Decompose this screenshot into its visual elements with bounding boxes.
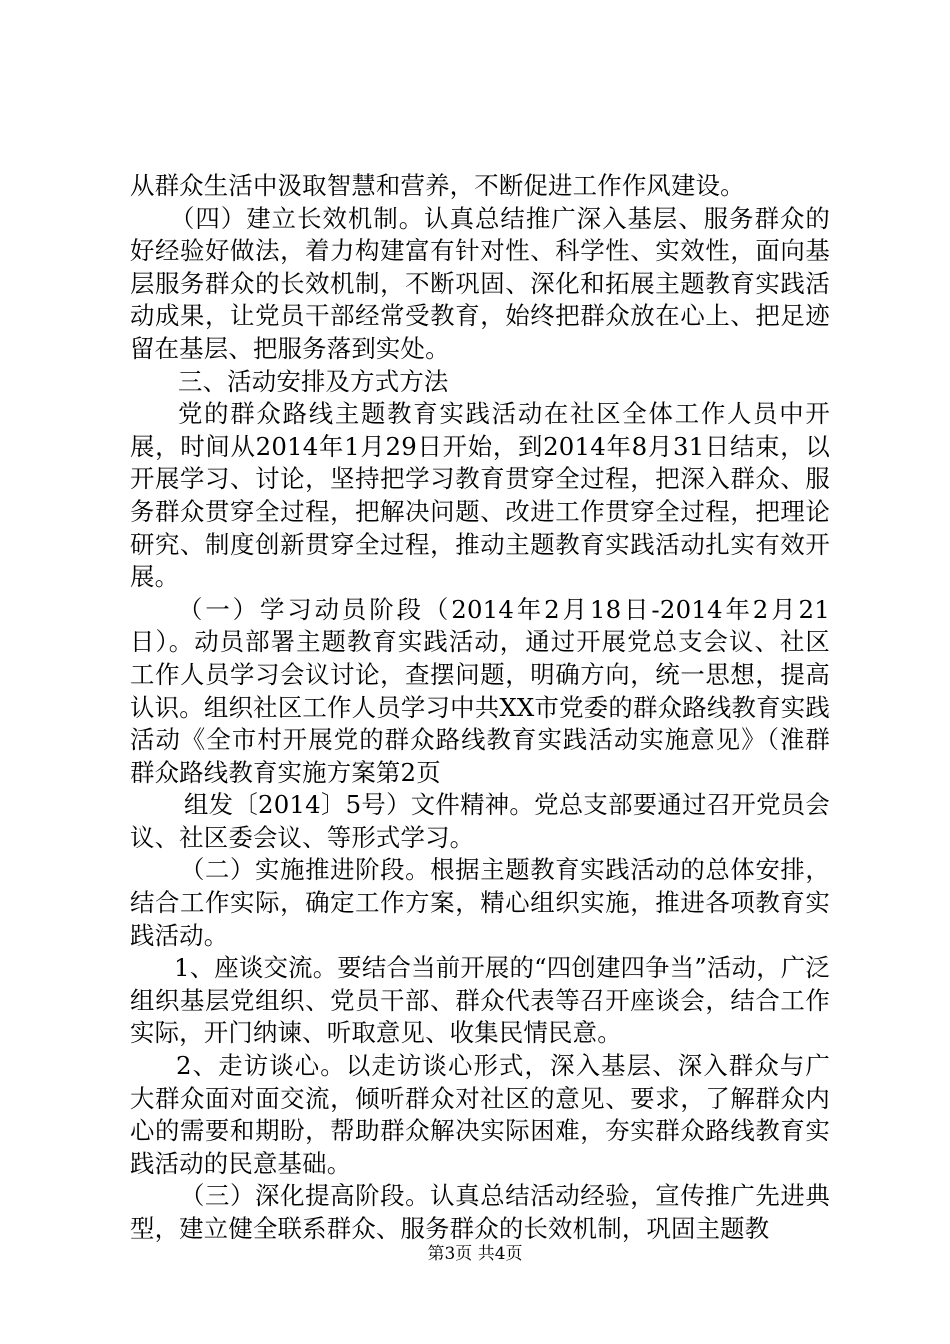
paragraph: 1、座谈交流。要结合当前开展的“四创建四争当”活动，广泛组织基层党组织、党员干部、群众代表等召开座谈会，结合工作实际，开门纳谏、听取意见、收集民情民意。 bbox=[130, 953, 830, 1048]
page-footer: 第3页 共4页 bbox=[427, 1244, 523, 1264]
document-body bbox=[130, 170, 830, 1246]
paragraph: （一）学习动员阶段（2014年2月18日-2014年2月21日）。动员部署主题教育实践活动，通过开展党总支会议、社区工作人员学习会议讨论，查摆问题，明确方向，统一思想，提高认识。组织社区工作人员学习中共XX市党委的群众路线教育实践活动《全市村开展党的群众路线教育实践活动实施意见》（淮群群众路线教育实施方案第2页 bbox=[130, 594, 830, 787]
paragraph: （二）实施推进阶段。根据主题教育实践活动的总体安排，结合工作实际，确定工作方案，精心组织实施，推进各项教育实践活动。 bbox=[130, 855, 830, 950]
paragraph: （四）建立长效机制。认真总结推广深入基层、服务群众的好经验好做法，着力构建富有针对性、科学性、实效性，面向基层服务群众的长效机制，不断巩固、深化和拓展主题教育实践活动成果，让党员干部经常受教育，始终把群众放在心上、把足迹留在基层、把服务落到实处。 bbox=[130, 203, 830, 363]
paragraph: 党的群众路线主题教育实践活动在社区全体工作人员中开展，时间从2014年1月29日开始，到2014年8月31日结束，以开展学习、讨论，坚持把学习教育贯穿全过程，把深入群众、服务群众贯穿全过程，把解决问题、改进工作贯穿全过程，把理论研究、制度创新贯穿全过程，推动主题教育实践活动扎实有效开展。 bbox=[130, 399, 830, 592]
paragraph: 2、走访谈心。以走访谈心形式，深入基层、深入群众与广大群众面对面交流，倾听群众对社区的意见、要求，了解群众内心的需要和期盼，帮助群众解决实际困难，夯实群众路线教育实践活动的民意基础。 bbox=[130, 1051, 830, 1178]
paragraph: 组发〔2014〕5号）文件精神。党总支部要通过召开党员会议、社区委会议、等形式学习。 bbox=[130, 790, 830, 852]
section-heading: 三、活动安排及方式方法 bbox=[178, 366, 449, 396]
paragraph: （三）深化提高阶段。认真总结活动经验，宣传推广先进典型，建立健全联系群众、服务群众的长效机制，巩固主题教 bbox=[130, 1181, 830, 1243]
paragraph: 从群众生活中汲取智慧和营养，不断促进工作作风建设。 bbox=[130, 171, 745, 200]
